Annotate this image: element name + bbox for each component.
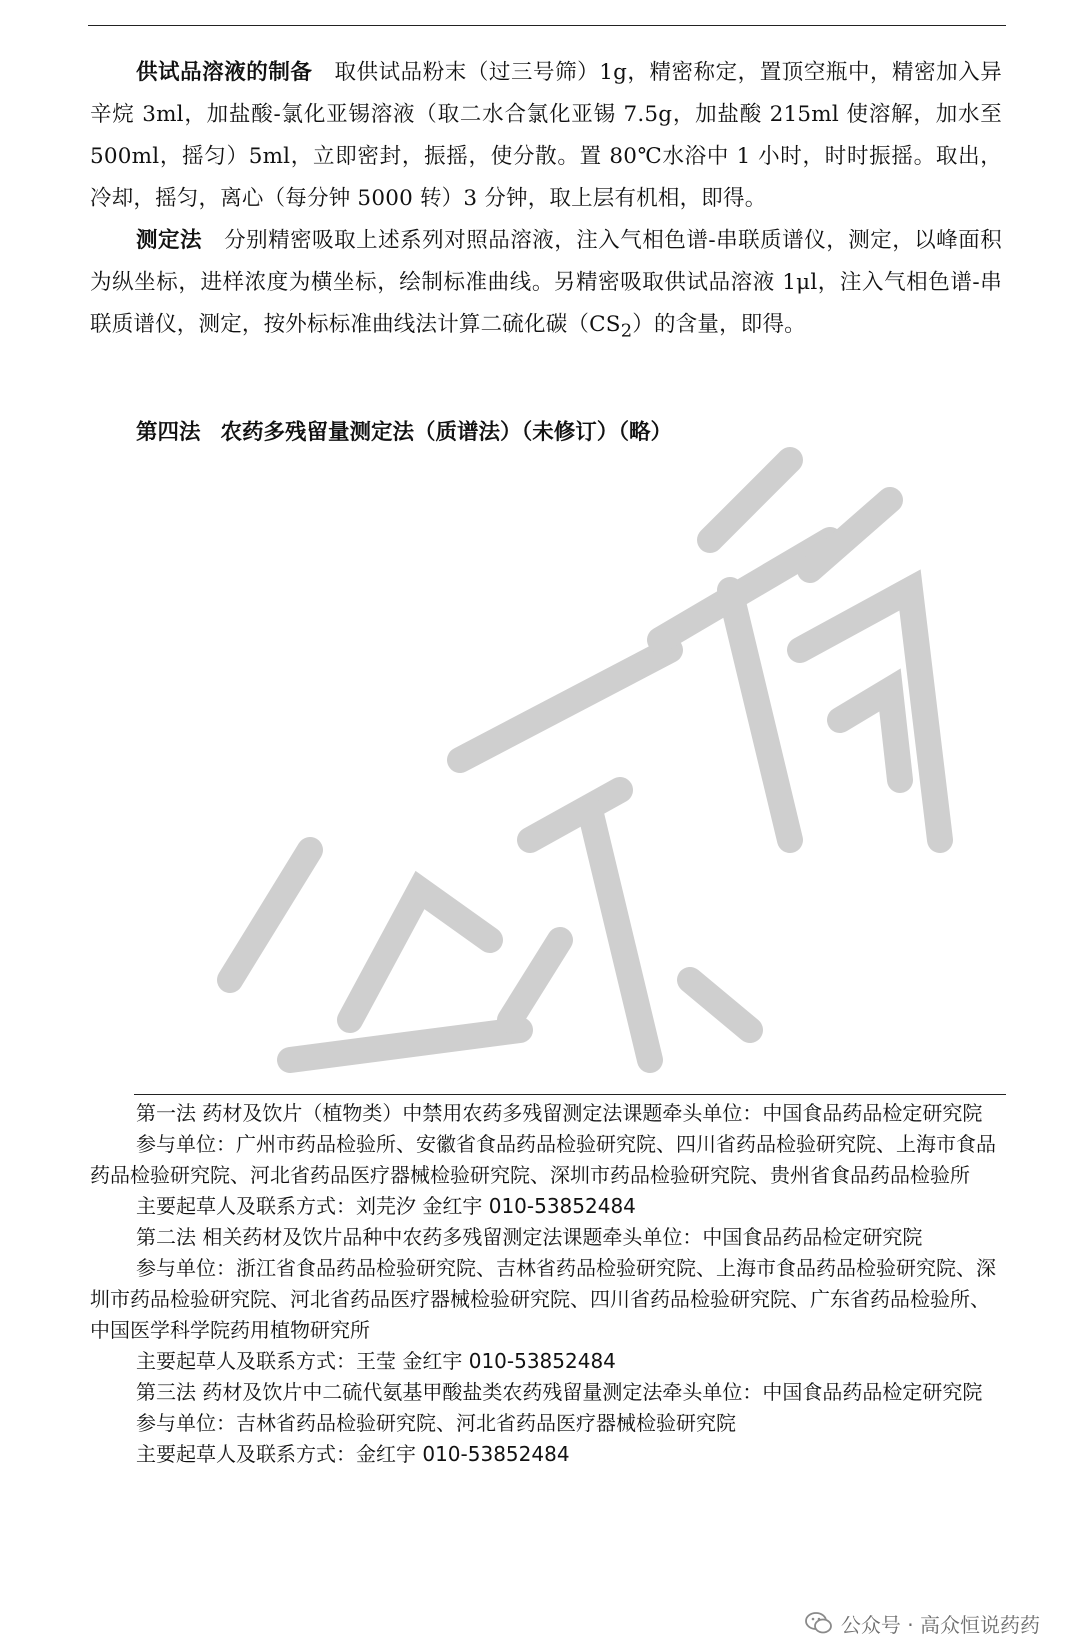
footnote-method-1: 第一法 药材及饮片（植物类）中禁用农药多残留测定法课题牵头单位：中国食品药品检定研究院: [136, 1101, 983, 1125]
footnote-method-2-units: 参与单位：浙江省食品药品检验研究院、吉林省药品检验研究院、上海市食品药品检验研究院、深圳市药品检验研究院、河北省药品医疗器械检验研究院、四川省药品检验研究院、广东省药品检验所、中国医学科学院药用植物研究所: [90, 1256, 996, 1342]
footnote-method-3: 第三法 药材及饮片中二硫代氨基甲酸盐类农药残留量测定法牵头单位：中国食品药品检定研究院: [136, 1380, 983, 1404]
footnote-method-2: 第二法 相关药材及饮片品种中农药多残留测定法课题牵头单位：中国食品药品检定研究院: [136, 1225, 923, 1249]
assay-text-b: ）的含量，即得。: [632, 312, 806, 337]
assay-text-a: 分别精密吸取上述系列对照品溶液，注入气相色谱-串联质谱仪，测定，以峰面积为纵坐标，进样浓度为横坐标，绘制标准曲线。另精密吸取供试品溶液 1μl，注入气相色谱-串联质谱仪，测定，按外标标准曲线法计算二硫化碳（CS: [90, 228, 1002, 337]
footnote-method-3-units: 参与单位：吉林省药品检验研究院、河北省药品医疗器械检验研究院: [136, 1411, 736, 1435]
wechat-icon: [805, 1611, 833, 1635]
footnote-method-3-contact: 主要起草人及联系方式：金红宇 010-53852484: [136, 1442, 570, 1466]
wechat-brand-mark: [805, 1607, 1040, 1639]
assay-section: [90, 220, 1002, 352]
sample-prep-section: [90, 52, 1002, 220]
draft-watermark: [190, 420, 970, 1080]
assay-subscript: 2: [620, 320, 633, 342]
footnote-method-1-units: 参与单位：广州市药品检验所、安徽省食品药品检验研究院、四川省药品检验研究院、上海市食品药品检验研究院、河北省药品医疗器械检验研究院、深圳市药品检验研究院、贵州省食品药品检验所: [90, 1132, 996, 1187]
brand-text: 公众号 · 高众恒说药药: [840, 1612, 1040, 1637]
sample-prep-text: 取供试品粉末（过三号筛）1g，精密称定，置顶空瓶中，精密加入异辛烷 3ml，加盐酸-氯化亚锡溶液（取二水合氯化亚锡 7.5g，加盐酸 215ml 使溶解，加水至 500ml，摇匀）5ml，立即密封，振摇，使分散。置 80℃水浴中 1 小时，时时振摇。取出，冷却，摇匀，离心（每分钟 5000 转）3 分钟，取上层有机相，即得。: [90, 60, 1002, 211]
footnotes: [90, 1098, 1002, 1470]
footnote-method-1-contact: 主要起草人及联系方式：刘芫汐 金红宇 010-53852484: [136, 1194, 636, 1218]
sample-prep-paragraph: [90, 52, 1002, 220]
method-four-heading: [136, 415, 692, 446]
footnote-rule: [134, 1094, 1006, 1095]
assay-heading: 测定法: [136, 228, 203, 253]
method-four-number: 第四法: [136, 420, 201, 445]
footnote-method-2-contact: 主要起草人及联系方式：王莹 金红宇 010-53852484: [136, 1349, 616, 1373]
sample-prep-heading: 供试品溶液的制备: [136, 60, 313, 85]
method-four-title: 农药多残留量测定法（质谱法）（未修订）（略）: [220, 420, 673, 445]
header-rule: [88, 25, 1006, 26]
assay-paragraph: [90, 220, 1002, 352]
